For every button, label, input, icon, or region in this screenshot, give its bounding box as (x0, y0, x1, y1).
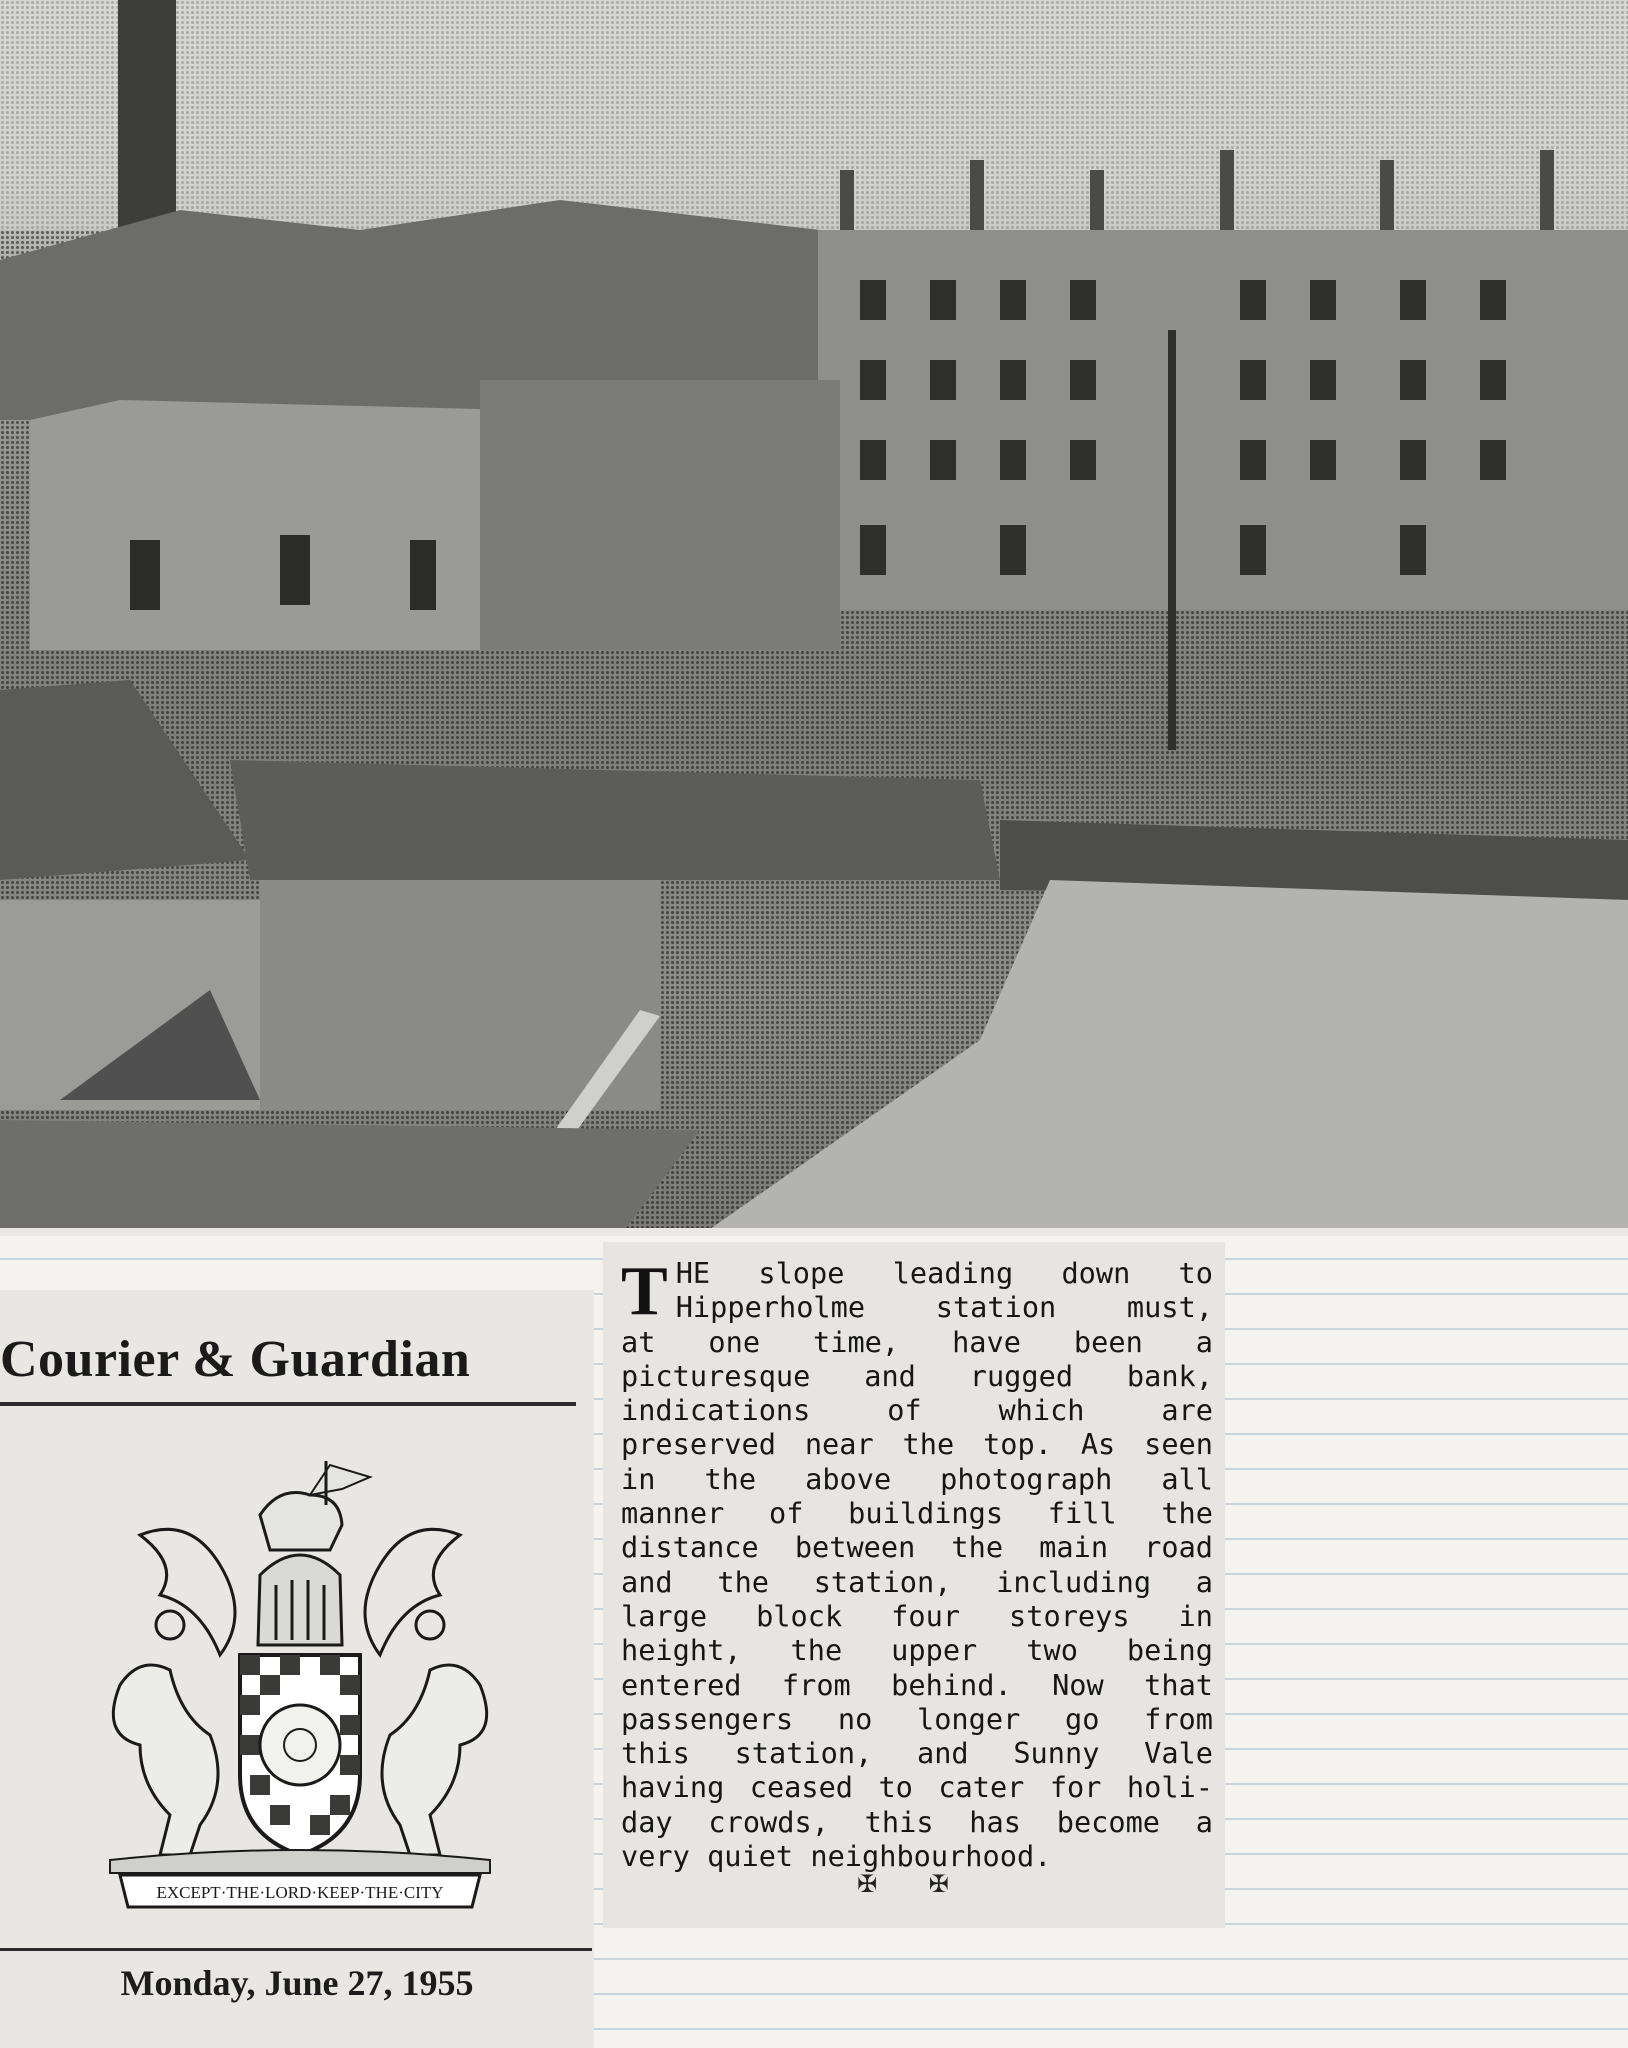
article-line: entered from behind. Now that (621, 1667, 1213, 1702)
article-line: day crowds, this has become a (621, 1804, 1213, 1839)
article-body (621, 1253, 1213, 1874)
article-line: picturesque and rugged bank, (621, 1358, 1213, 1393)
ornament-divider: ✠ ✠ (857, 1870, 971, 1898)
newspaper-title: Courier & Guardian (0, 1331, 471, 1388)
article-line: at one time, have been a (621, 1324, 1213, 1359)
article-line: preserved near the top. As seen (621, 1427, 1213, 1462)
masthead-clipping (0, 1290, 594, 2048)
article-line: HE slope leading down to (675, 1256, 1213, 1290)
article-line: Hipperholme station must, (675, 1290, 1213, 1325)
article-line: passengers no longer go from (621, 1701, 1213, 1736)
title-rule (0, 1402, 576, 1406)
article-line: having ceased to cater for holi- (621, 1770, 1213, 1805)
article-line: distance between the main road (621, 1530, 1213, 1565)
coat-of-arms-icon (80, 1455, 520, 1915)
article-line: and the station, including a (621, 1564, 1213, 1599)
drop-cap: T (621, 1253, 668, 1330)
article-line: large block four storeys in (621, 1598, 1213, 1633)
article-line: very quiet neighbourhood. (621, 1839, 1052, 1874)
dateline: Monday, June 27, 1955 (120, 1963, 474, 2003)
article-line: indications of which are (621, 1393, 1213, 1428)
article-line: height, the upper two being (621, 1633, 1213, 1668)
article-line: in the above photograph all (621, 1461, 1213, 1496)
article-clipping (603, 1242, 1225, 1928)
crest-motto: EXCEPT·THE·LORD·KEEP·THE·CITY (156, 1883, 444, 1902)
dateline-rule (0, 1948, 592, 1951)
article-line: this station, and Sunny Vale (621, 1736, 1213, 1771)
article-line: manner of buildings fill the (621, 1496, 1213, 1531)
